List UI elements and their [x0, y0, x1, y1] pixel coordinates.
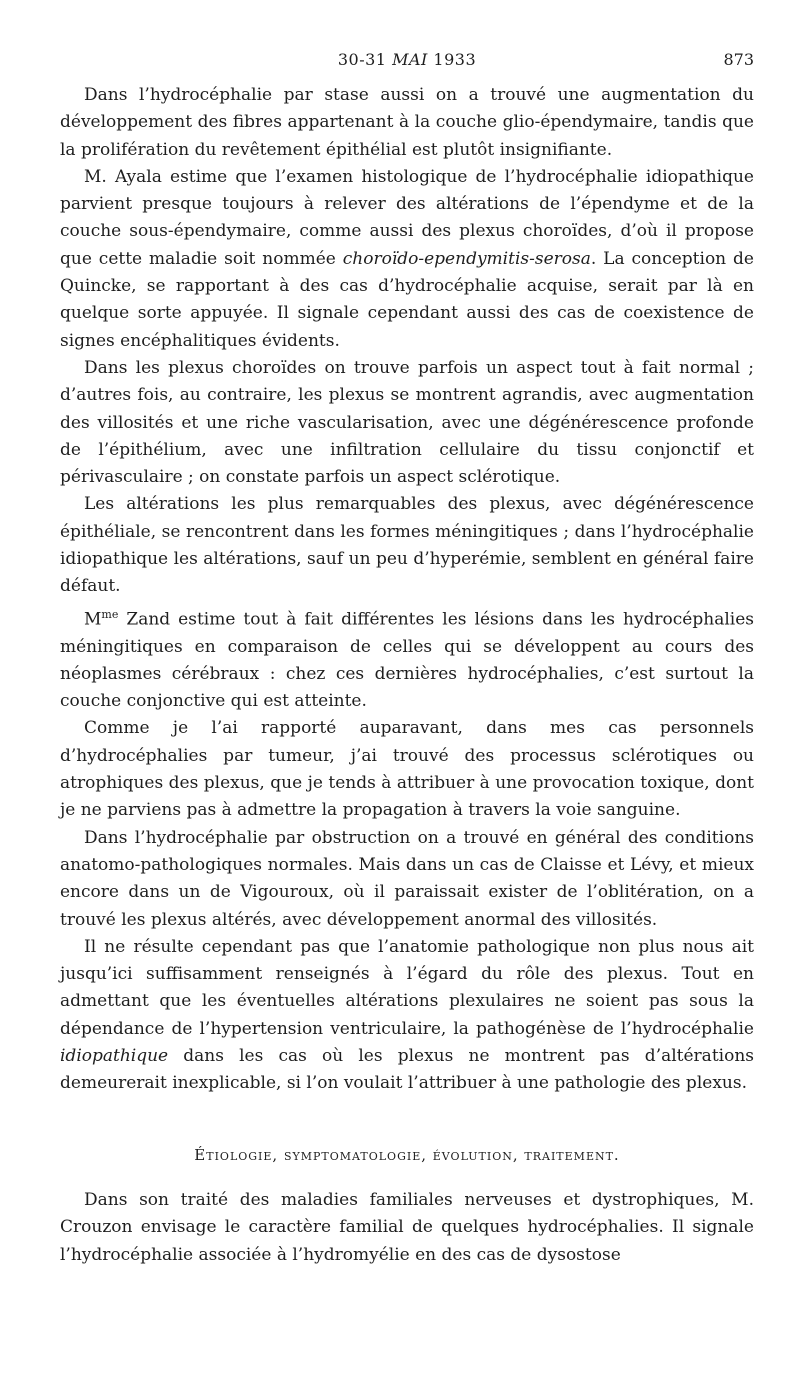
paragraph-8-text-a: Il ne résulte cependant pas que l’anatomie pathologique non plus nous ait jusqu’ici suffisamment renseignés à l’égard du rôle des plexus. Tout en admettant que les éventuelles altérations plexulaires ne soient pas sous la dépendance de l’hypertension ventriculaire, la pathogénèse de l’hydrocéphalie — [60, 936, 754, 1039]
date-year: 1933 — [427, 50, 477, 69]
paragraph-8 — [60, 934, 754, 1098]
paragraph-2-text-a: M. Ayala estime que l’examen histologique de l’hydrocéphalie idiopathique parvient presque toujours à relever des altérations de l’épendyme et de la couche sous-épendymaire, comme aussi des plexus choroïdes, d’où il propose que cette maladie soit nommée — [60, 166, 754, 269]
paragraph-3: Dans les plexus choroïdes on trouve parfois un aspect tout à fait normal ; d’autres fois, au contraire, les plexus se montrent agrandis, avec augmentation des villosités et une riche vascularisation, avec une dégénérescence profonde de l’épithélium, avec une infiltration cellulaire du tissu conjonctif et périvasculaire ; on constate parfois un aspect sclérotique. — [60, 357, 754, 488]
paragraph-1: Dans l’hydrocéphalie par stase aussi on a trouvé une augmentation du développement des fibres appartenant à la couche glio-épendymaire, tandis que la prolifération du revêtement épithélial est plutôt insignifiante. — [60, 85, 754, 160]
paragraph-6: Comme je l’ai rapporté auparavant, dans mes cas personnels d’hydrocéphalies par tumeur, j’ai trouvé des processus sclérotiques ou atrophiques des plexus, que je tends à attribuer à une provocation toxique, dont je ne parviens pas à admettre la propagation à travers la voie sanguine. — [60, 718, 754, 821]
paragraph-5-superscript: me — [101, 607, 119, 621]
paragraph-8-text-b: dans les cas où les plexus ne montrent pas d’altérations demeurerait inexplicable, si l’on voulait l’attribuer à une pathologie des plexus. — [60, 1046, 754, 1094]
running-header — [60, 50, 754, 74]
paragraph-2-text-b: . La conception de Quincke, se rapportant à des cas d’hydrocéphalie acquise, serait par là en quelque sorte appuyée. Il signale cependant aussi des cas de coexistence de signes encéphalitiques évidents. — [60, 248, 754, 351]
paragraph-5 — [60, 601, 754, 716]
page-number: 873 — [723, 50, 754, 69]
paragraph-2 — [60, 164, 754, 355]
paragraph-8-italic-term: idiopathique — [60, 1046, 169, 1067]
issue-date — [60, 50, 754, 69]
paragraph-7: Dans l’hydrocéphalie par obstruction on a trouvé en général des conditions anatomo-pathologiques normales. Mais dans un cas de Claisse et Lévy, et mieux encore dans un de Vigouroux, où il paraissait exister de l’oblitération, on a trouvé les plexus altérés, avec développement anormal des villosités. — [60, 827, 754, 930]
paragraph-4: Les altérations les plus remarquables des plexus, avec dégénérescence épithéliale, se rencontrent dans les formes méningitiques ; dans l’hydrocéphalie idiopathique les altérations, sauf un peu d’hyperémie, semblent en général faire défaut. — [60, 494, 754, 597]
article-body — [60, 82, 754, 1269]
paragraph-9: Dans son traité des maladies familiales nerveuses et dystrophiques, M. Crouzon envisage le caractère familial de quelques hydrocéphalies. Il signale l’hydrocéphalie associée à l’hydromyélie en des cas de dysostose — [60, 1189, 754, 1265]
date-month: MAI — [392, 50, 428, 69]
paragraph-5-prefix: M — [84, 609, 102, 630]
section-heading: Étiologie, symptomatologie, évolution, traitement. — [194, 1145, 620, 1164]
paragraph-2-italic-term: choroïdo-ependymitis-serosa — [342, 248, 591, 269]
paragraph-5-text: Zand estime tout à fait différentes les lésions dans les hydrocéphalies méningitiques en comparaison de celles qui se développent au cours des néoplasmes cérébraux : chez ces dernières hydrocéphalies, c’est surtout la couche conjonctive qui est atteinte. — [60, 609, 754, 712]
date-prefix: 30-31 — [337, 50, 393, 69]
page — [60, 50, 754, 1269]
